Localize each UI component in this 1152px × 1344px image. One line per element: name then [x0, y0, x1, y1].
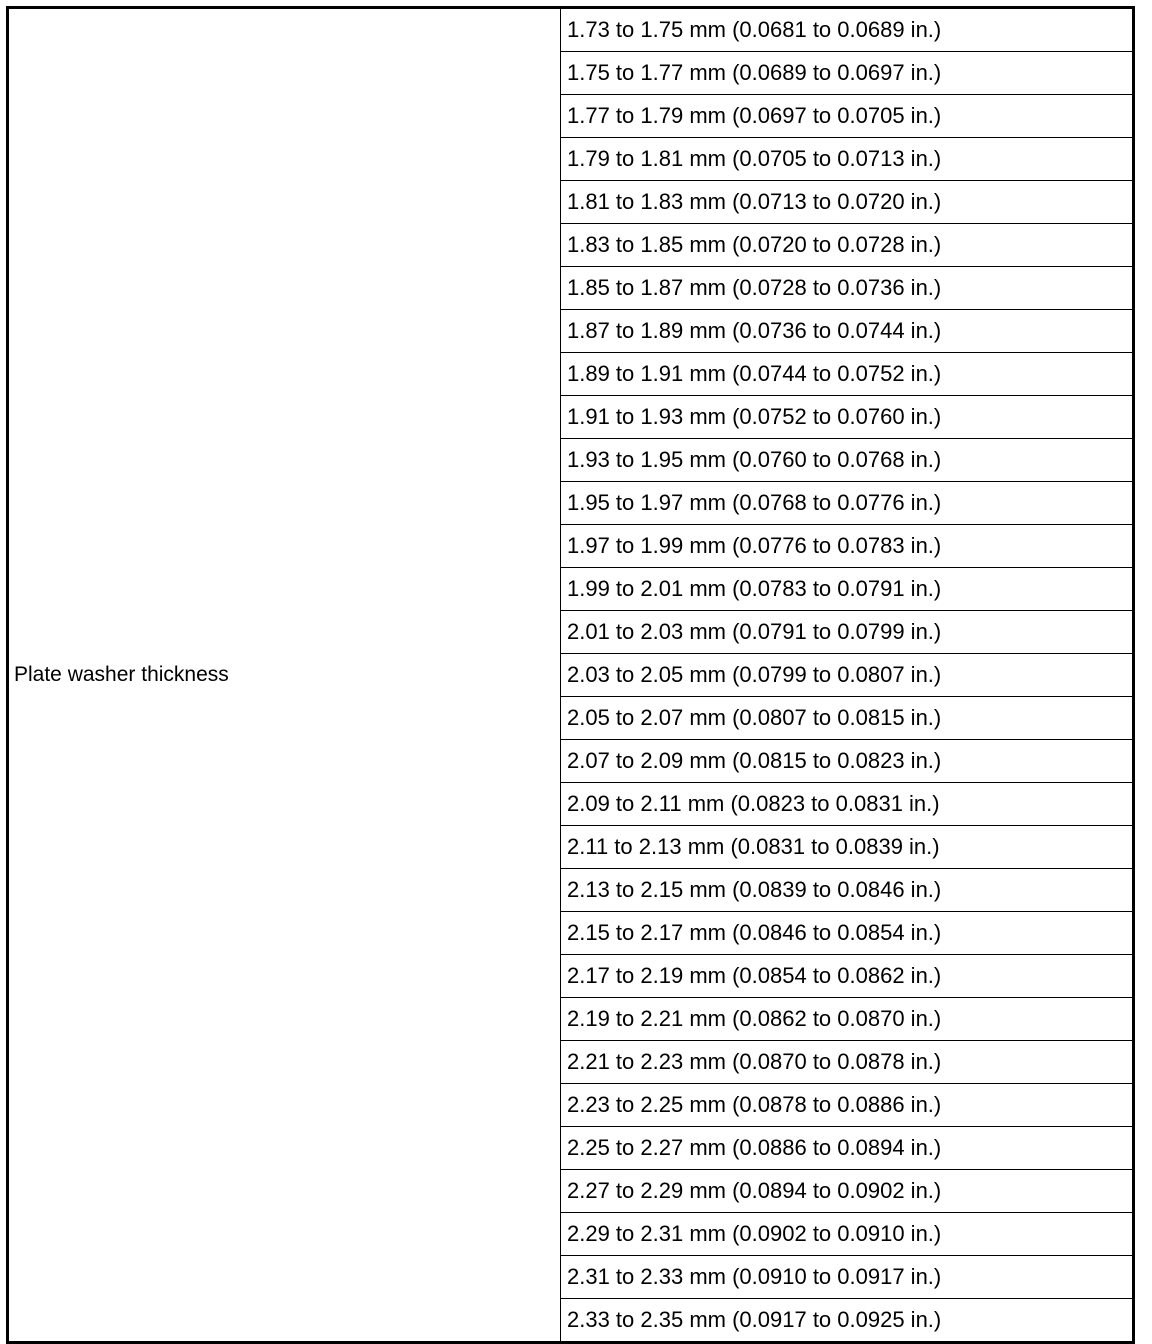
- spec-value-cell: 1.85 to 1.87 mm (0.0728 to 0.0736 in.): [561, 267, 1134, 310]
- spec-value-cell: 1.75 to 1.77 mm (0.0689 to 0.0697 in.): [561, 52, 1134, 95]
- spec-value-cell: 2.21 to 2.23 mm (0.0870 to 0.0878 in.): [561, 1041, 1134, 1084]
- spec-value-cell: 1.99 to 2.01 mm (0.0783 to 0.0791 in.): [561, 568, 1134, 611]
- spec-value-cell: 2.27 to 2.29 mm (0.0894 to 0.0902 in.): [561, 1170, 1134, 1213]
- spec-value-cell: 1.83 to 1.85 mm (0.0720 to 0.0728 in.): [561, 224, 1134, 267]
- spec-value-cell: 2.01 to 2.03 mm (0.0791 to 0.0799 in.): [561, 611, 1134, 654]
- spec-value-cell: 2.33 to 2.35 mm (0.0917 to 0.0925 in.): [561, 1299, 1134, 1343]
- spec-value-cell: 2.23 to 2.25 mm (0.0878 to 0.0886 in.): [561, 1084, 1134, 1127]
- spec-value-cell: 1.93 to 1.95 mm (0.0760 to 0.0768 in.): [561, 439, 1134, 482]
- spec-value-cell: 1.73 to 1.75 mm (0.0681 to 0.0689 in.): [561, 8, 1134, 52]
- spec-value-cell: 1.79 to 1.81 mm (0.0705 to 0.0713 in.): [561, 138, 1134, 181]
- spec-value-cell: 1.97 to 1.99 mm (0.0776 to 0.0783 in.): [561, 525, 1134, 568]
- spec-label-cell: Plate washer thickness: [8, 8, 561, 1343]
- spec-value-cell: 2.19 to 2.21 mm (0.0862 to 0.0870 in.): [561, 998, 1134, 1041]
- spec-value-cell: 2.15 to 2.17 mm (0.0846 to 0.0854 in.): [561, 912, 1134, 955]
- spec-value-cell: 2.05 to 2.07 mm (0.0807 to 0.0815 in.): [561, 697, 1134, 740]
- spec-value-cell: 2.31 to 2.33 mm (0.0910 to 0.0917 in.): [561, 1256, 1134, 1299]
- spec-value-cell: 1.95 to 1.97 mm (0.0768 to 0.0776 in.): [561, 482, 1134, 525]
- spec-value-cell: 1.89 to 1.91 mm (0.0744 to 0.0752 in.): [561, 353, 1134, 396]
- spec-value-cell: 2.03 to 2.05 mm (0.0799 to 0.0807 in.): [561, 654, 1134, 697]
- spec-value-cell: 1.87 to 1.89 mm (0.0736 to 0.0744 in.): [561, 310, 1134, 353]
- spec-value-cell: 1.77 to 1.79 mm (0.0697 to 0.0705 in.): [561, 95, 1134, 138]
- plate-washer-thickness-table: [6, 6, 1135, 1344]
- table-row: [8, 8, 1134, 52]
- spec-value-cell: 1.91 to 1.93 mm (0.0752 to 0.0760 in.): [561, 396, 1134, 439]
- spec-value-cell: 1.81 to 1.83 mm (0.0713 to 0.0720 in.): [561, 181, 1134, 224]
- spec-value-cell: 2.07 to 2.09 mm (0.0815 to 0.0823 in.): [561, 740, 1134, 783]
- spec-value-cell: 2.09 to 2.11 mm (0.0823 to 0.0831 in.): [561, 783, 1134, 826]
- spec-value-cell: 2.25 to 2.27 mm (0.0886 to 0.0894 in.): [561, 1127, 1134, 1170]
- spec-value-cell: 2.29 to 2.31 mm (0.0902 to 0.0910 in.): [561, 1213, 1134, 1256]
- spec-value-cell: 2.11 to 2.13 mm (0.0831 to 0.0839 in.): [561, 826, 1134, 869]
- spec-value-cell: 2.13 to 2.15 mm (0.0839 to 0.0846 in.): [561, 869, 1134, 912]
- spec-value-cell: 2.17 to 2.19 mm (0.0854 to 0.0862 in.): [561, 955, 1134, 998]
- table-body: [8, 8, 1134, 1343]
